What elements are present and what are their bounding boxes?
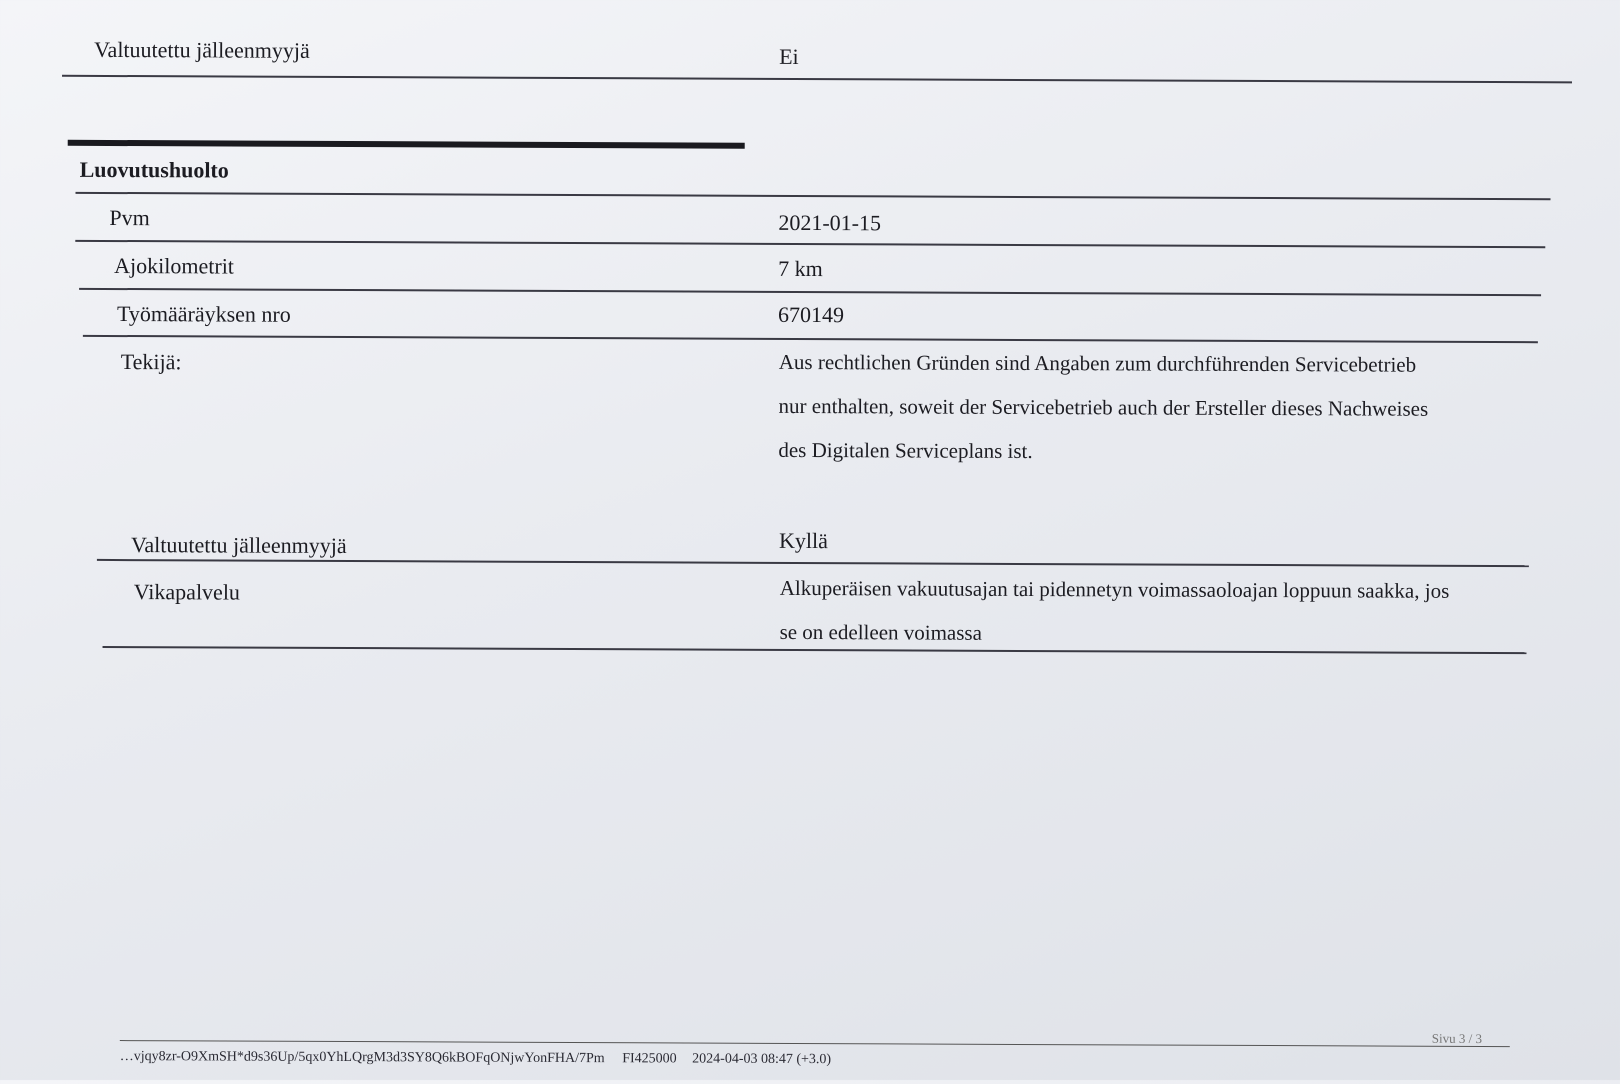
mileage-label: Ajokilometrit xyxy=(114,253,235,279)
dealer-label: Valtuutettu jälleenmyyjä xyxy=(130,532,347,559)
mileage-value: 7 km xyxy=(778,255,823,282)
divider xyxy=(62,75,1572,83)
footer-timestamp: 2024-04-03 08:47 (+3.0) xyxy=(692,1051,832,1068)
footer-code: …vjqy8zr-O9XmSH*d9s36Up/5qx0YhLQrgM3d3SY8Q6kBOFqONjwYonFHA/7Pm xyxy=(119,1049,605,1067)
page-number: Sivu 3 / 3 xyxy=(1431,1030,1483,1046)
performer-line: nur enthalten, soweit der Servicebetrieb auch der Ersteller dieses Nachweises xyxy=(778,393,1429,421)
divider xyxy=(79,288,1541,296)
footer-divider xyxy=(120,1040,1510,1047)
divider xyxy=(76,192,1551,200)
performer-text xyxy=(778,340,1539,475)
work-order-value: 670149 xyxy=(777,301,845,328)
top-dealer-value: Ei xyxy=(779,43,799,69)
date-value: 2021-01-15 xyxy=(778,209,882,236)
performer-line: Aus rechtlichen Gründen sind Angaben zum durchführenden Servicebetrieb xyxy=(778,349,1417,377)
footer-line xyxy=(120,1049,831,1068)
divider xyxy=(75,240,1545,248)
breakdown-service-label: Vikapalvelu xyxy=(133,579,241,605)
breakdown-service-line: Alkuperäisen vakuutusajan tai pidennetyn voimassaoloajan loppuun saakka, jos xyxy=(779,575,1450,603)
breakdown-service-line: se on edelleen voimassa xyxy=(779,619,983,645)
dealer-value: Kyllä xyxy=(778,527,828,554)
top-dealer-label: Valtuutettu jälleenmyyjä xyxy=(94,36,310,63)
date-label: Pvm xyxy=(109,204,150,231)
section-header-bar xyxy=(68,140,745,149)
performer-line: des Digitalen Serviceplans ist. xyxy=(778,437,1033,464)
work-order-label: Työmääräyksen nro xyxy=(116,301,291,327)
footer-id: FI425000 xyxy=(622,1051,677,1067)
performer-label: Tekijä: xyxy=(120,349,182,375)
breakdown-service-text xyxy=(780,566,1540,657)
section-title: Luovutushuolto xyxy=(79,156,229,183)
